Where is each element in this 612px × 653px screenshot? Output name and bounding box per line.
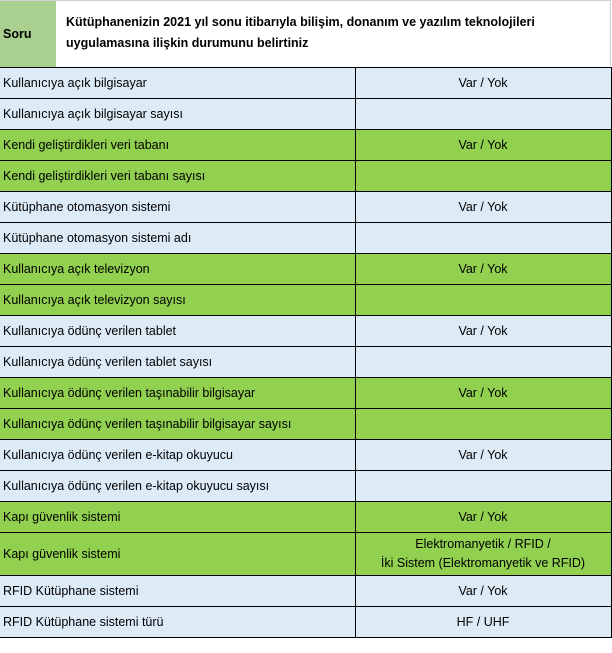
row-answer-cell[interactable]	[355, 68, 611, 99]
row-answer-options: Var / Yok	[458, 583, 508, 598]
row-answer-options: Var / Yok	[458, 385, 508, 400]
row-answer-cell[interactable]	[355, 130, 611, 161]
row-item-label: RFID Kütüphane sistemi türü	[0, 607, 355, 638]
table-row	[0, 99, 611, 130]
table-row	[0, 378, 611, 409]
row-item-label: Kullanıcıya açık bilgisayar sayısı	[0, 99, 355, 130]
row-answer-options: Var / Yok	[458, 137, 508, 152]
row-answer-cell[interactable]	[355, 607, 611, 638]
row-item-label: Kullanıcıya açık bilgisayar	[0, 68, 355, 99]
row-item-label: Kendi geliştirdikleri veri tabanı	[0, 130, 355, 161]
row-answer-cell[interactable]	[355, 471, 611, 502]
row-answer-options-line2: İki Sistem (Elektromanyetik ve RFID)	[380, 556, 586, 570]
table-row	[0, 192, 611, 223]
table-row	[0, 161, 611, 192]
row-item-label: Kullanıcıya ödünç verilen taşınabilir bilgisayar	[0, 378, 355, 409]
row-item-label: Kendi geliştirdikleri veri tabanı sayısı	[0, 161, 355, 192]
row-item-label: Kullanıcıya ödünç verilen tablet sayısı	[0, 347, 355, 378]
row-item-label: Kullanıcıya ödünç verilen tablet	[0, 316, 355, 347]
row-answer-options: Var / Yok	[458, 75, 508, 90]
row-item-label: RFID Kütüphane sistemi	[0, 576, 355, 607]
row-answer-cell[interactable]	[355, 316, 611, 347]
row-answer-options: Elektromanyetik / RFID /	[415, 537, 551, 551]
row-answer-cell[interactable]	[355, 223, 611, 254]
row-item-label: Kullanıcıya açık televizyon sayısı	[0, 285, 355, 316]
table-row	[0, 607, 611, 638]
row-answer-options: Var / Yok	[458, 509, 508, 524]
table-row	[0, 316, 611, 347]
row-answer-cell[interactable]	[355, 533, 611, 576]
row-item-label: Kütüphane otomasyon sistemi	[0, 192, 355, 223]
row-answer-options: Var / Yok	[458, 447, 508, 462]
row-item-label: Kapı güvenlik sistemi	[0, 533, 355, 576]
table-row	[0, 254, 611, 285]
row-answer-options: Var / Yok	[458, 323, 508, 338]
row-answer-options: Var / Yok	[458, 261, 508, 276]
row-answer-cell[interactable]	[355, 502, 611, 533]
row-answer-cell[interactable]	[355, 409, 611, 440]
table-row	[0, 471, 611, 502]
table-row	[0, 285, 611, 316]
header-label-soru: Soru	[0, 1, 56, 67]
row-item-label: Kullanıcıya ödünç verilen taşınabilir bilgisayar sayısı	[0, 409, 355, 440]
row-item-label: Kütüphane otomasyon sistemi adı	[0, 223, 355, 254]
row-answer-cell[interactable]	[355, 285, 611, 316]
header-question	[66, 12, 586, 54]
table-row	[0, 576, 611, 607]
row-answer-cell[interactable]	[355, 440, 611, 471]
table-row	[0, 409, 611, 440]
row-item-label: Kullanıcıya ödünç verilen e-kitap okuyucu	[0, 440, 355, 471]
table-header	[0, 0, 611, 66]
table-row	[0, 223, 611, 254]
table-row	[0, 502, 611, 533]
header-question-line1: Kütüphanenizin 2021 yıl sonu itibarıyla bilişim, donanım ve yazılım teknolojileri	[66, 15, 535, 29]
row-answer-cell[interactable]	[355, 99, 611, 130]
row-answer-cell[interactable]	[355, 576, 611, 607]
row-item-label: Kullanıcıya açık televizyon	[0, 254, 355, 285]
table-row	[0, 533, 611, 576]
row-item-label: Kapı güvenlik sistemi	[0, 502, 355, 533]
row-answer-cell[interactable]	[355, 192, 611, 223]
header-question-line2: uygulamasına ilişkin durumunu belirtiniz	[66, 36, 309, 50]
row-answer-cell[interactable]	[355, 378, 611, 409]
table-row	[0, 440, 611, 471]
row-answer-cell[interactable]	[355, 347, 611, 378]
row-answer-options: HF / UHF	[456, 614, 510, 629]
row-item-label: Kullanıcıya ödünç verilen e-kitap okuyucu sayısı	[0, 471, 355, 502]
row-answer-options: Var / Yok	[458, 199, 508, 214]
table-row	[0, 347, 611, 378]
table-row	[0, 68, 611, 99]
table-row	[0, 130, 611, 161]
row-answer-cell[interactable]	[355, 161, 611, 192]
row-answer-cell[interactable]	[355, 254, 611, 285]
survey-table	[0, 67, 612, 638]
